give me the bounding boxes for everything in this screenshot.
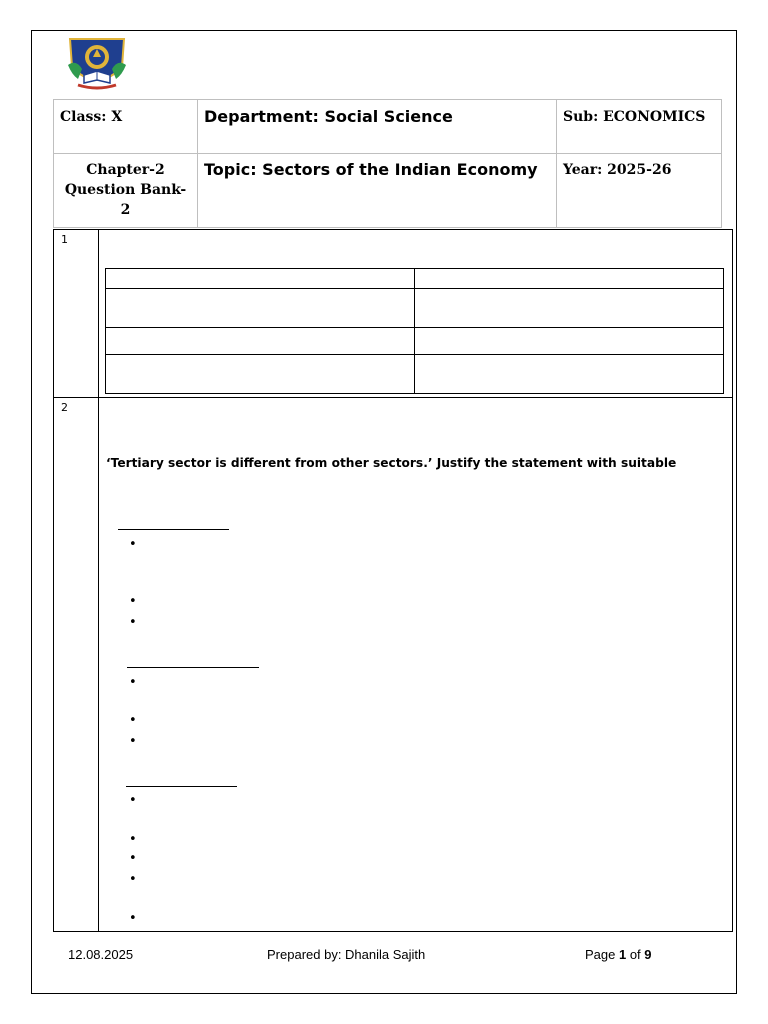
table-cell	[415, 289, 724, 328]
bullet-point: •	[129, 675, 137, 690]
school-crest-logo	[64, 35, 130, 93]
subject-label: Sub: ECONOMICS	[563, 109, 706, 125]
bullet-point: •	[129, 832, 137, 847]
question-number: 2	[61, 401, 68, 414]
class-label: Class: X	[60, 109, 123, 125]
year-label: Year: 2025-26	[563, 162, 672, 178]
bullet-point: •	[129, 911, 137, 926]
answer-grid-table	[105, 268, 724, 394]
heading-underline	[127, 667, 259, 668]
footer-date: 12.08.2025	[68, 947, 134, 962]
bullet-point: •	[129, 734, 137, 749]
question-row-divider	[53, 397, 733, 398]
table-cell	[415, 355, 724, 394]
chapter-label: Chapter-2	[86, 162, 165, 178]
bullet-point: •	[129, 713, 137, 728]
bullet-point: •	[129, 793, 137, 808]
heading-underline	[126, 786, 237, 787]
question-number: 1	[61, 233, 68, 246]
footer-page-number: Page 1 of 9	[585, 947, 652, 962]
bullet-point: •	[129, 537, 137, 552]
number-column-divider	[98, 229, 99, 932]
question-bank-label: Question Bank-2	[64, 182, 187, 218]
table-cell	[106, 328, 415, 355]
bullet-point: •	[129, 851, 137, 866]
bullet-point: •	[129, 594, 137, 609]
table-cell	[415, 328, 724, 355]
bullet-point: •	[129, 615, 137, 630]
table-cell	[106, 355, 415, 394]
heading-underline	[118, 529, 229, 530]
topic-label: Topic: Sectors of the Indian Economy	[204, 160, 538, 179]
bullet-point: •	[129, 872, 137, 887]
table-cell	[415, 269, 724, 289]
department-label: Department: Social Science	[204, 107, 453, 126]
footer-prepared-by: Prepared by: Dhanila Sajith	[267, 947, 426, 962]
table-cell	[106, 289, 415, 328]
table-cell	[106, 269, 415, 289]
question-statement: ‘Tertiary sector is different from other sectors.’ Justify the statement with suitable	[106, 456, 677, 470]
header-table	[53, 99, 722, 228]
